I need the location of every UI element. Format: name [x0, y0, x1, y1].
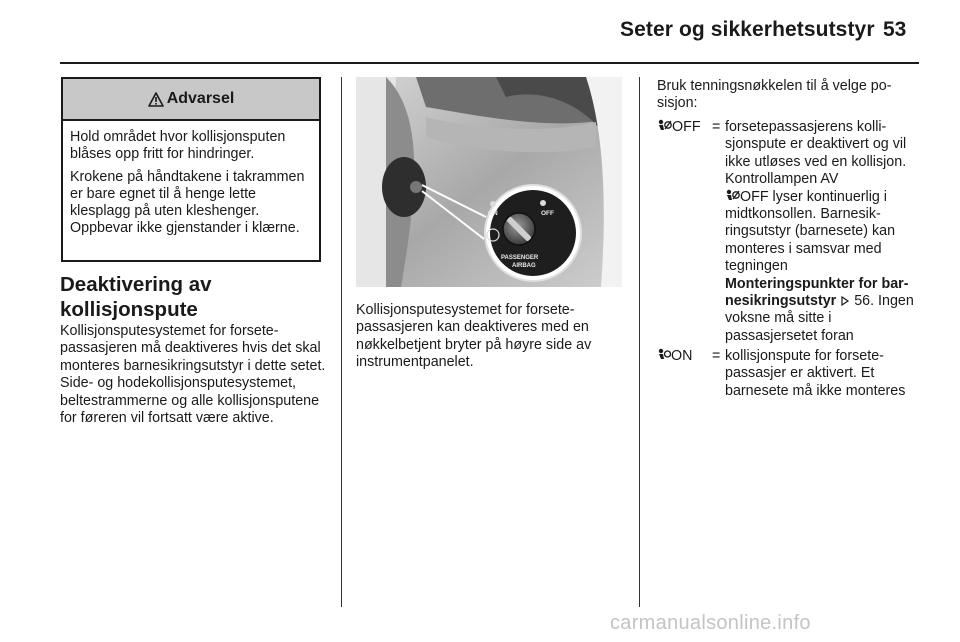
- warning-body: [63, 121, 319, 237]
- on-equals: =: [712, 348, 721, 364]
- warning-box: [61, 77, 321, 262]
- warning-paragraph: Krokene på håndtakene i takrammen er bare egnet til å henge lette klesplagg på uten kleshenger. Oppbevar ikke gjenstander i klærne.: [70, 169, 305, 236]
- header-rule: [60, 62, 919, 64]
- off-term: [657, 119, 701, 136]
- warning-header: [63, 79, 319, 121]
- page-number: 53: [883, 18, 907, 41]
- on-position-item: [657, 348, 925, 400]
- off-description: [725, 119, 925, 345]
- airbag-off-icon-inline: [725, 189, 740, 203]
- on-term-label: ON: [671, 348, 693, 364]
- warning-triangle-icon: [148, 92, 164, 107]
- off-term-label: OFF: [672, 119, 701, 135]
- airbag-on-icon: [657, 348, 671, 362]
- page-header-title: Seter og sikkerhetsutstyr: [620, 18, 875, 41]
- column-divider-left: [341, 77, 342, 607]
- warning-title: Advarsel: [166, 90, 235, 107]
- switch-airbag-label: AIRBAG: [512, 263, 536, 269]
- off-position-item: [657, 119, 925, 345]
- off-desc-part2: OFF lyser kontinuerlig i midtkonsollen. Barnesikringsutstyr (barnesete) kan monteres i samsvar med tegningen: [725, 188, 896, 275]
- mounting-points-link[interactable]: Monteringspunkter for barnesikringsutstyr: [725, 275, 909, 310]
- reference-arrow-icon: [840, 296, 850, 306]
- airbag-off-icon: [657, 119, 672, 133]
- on-term: [657, 348, 692, 365]
- switch-passenger-label: PASSENGER: [501, 255, 539, 261]
- switch-on-label: ON: [488, 210, 498, 217]
- off-desc-part3: . Ingen voksne må sitte i passasjersetet foran: [725, 293, 914, 344]
- position-intro: Bruk tenningsnøkkelen til å velge posisjon:: [657, 78, 892, 112]
- reference-page[interactable]: 56: [854, 293, 871, 310]
- airbag-switch-illustration: [356, 77, 622, 287]
- switch-off-label: OFF: [541, 210, 554, 217]
- watermark: carmanualsonline.info: [610, 612, 811, 634]
- section-body: Kollisjonsputesystemet for forsetepassasjeren må deaktiveres hvis det skal monteres barnesikringsutstyr i dette setet. Side- og hodekollisjonsputesystemet, beltestrammerne og alle kollisjonsputene for føreren vil fortsatt være aktive.: [60, 323, 326, 427]
- off-equals: =: [712, 119, 721, 135]
- on-description: kollisjonspute for forsetepassasjer er aktivert. Et barnesete må ikke monteres: [725, 348, 906, 399]
- figure-caption: Kollisjonsputesystemet for forsetepassasjeren kan deaktiveres med en nøkkelbetjent bryter på høyre side av instrumentpanelet.: [356, 302, 592, 371]
- warning-paragraph: Hold området hvor kollisjonsputen blåses opp fritt for hindringer.: [70, 129, 286, 162]
- airbag-switch-photo: [356, 77, 622, 287]
- off-desc-part1: forsetepassasjerens kollisjonspute er deaktivert og vil ikke utløses ved en kollisjon. Kontrollampen AV: [725, 119, 907, 188]
- column-divider-right: [639, 77, 640, 607]
- section-title: Deaktivering av kollisjonspute: [60, 273, 212, 321]
